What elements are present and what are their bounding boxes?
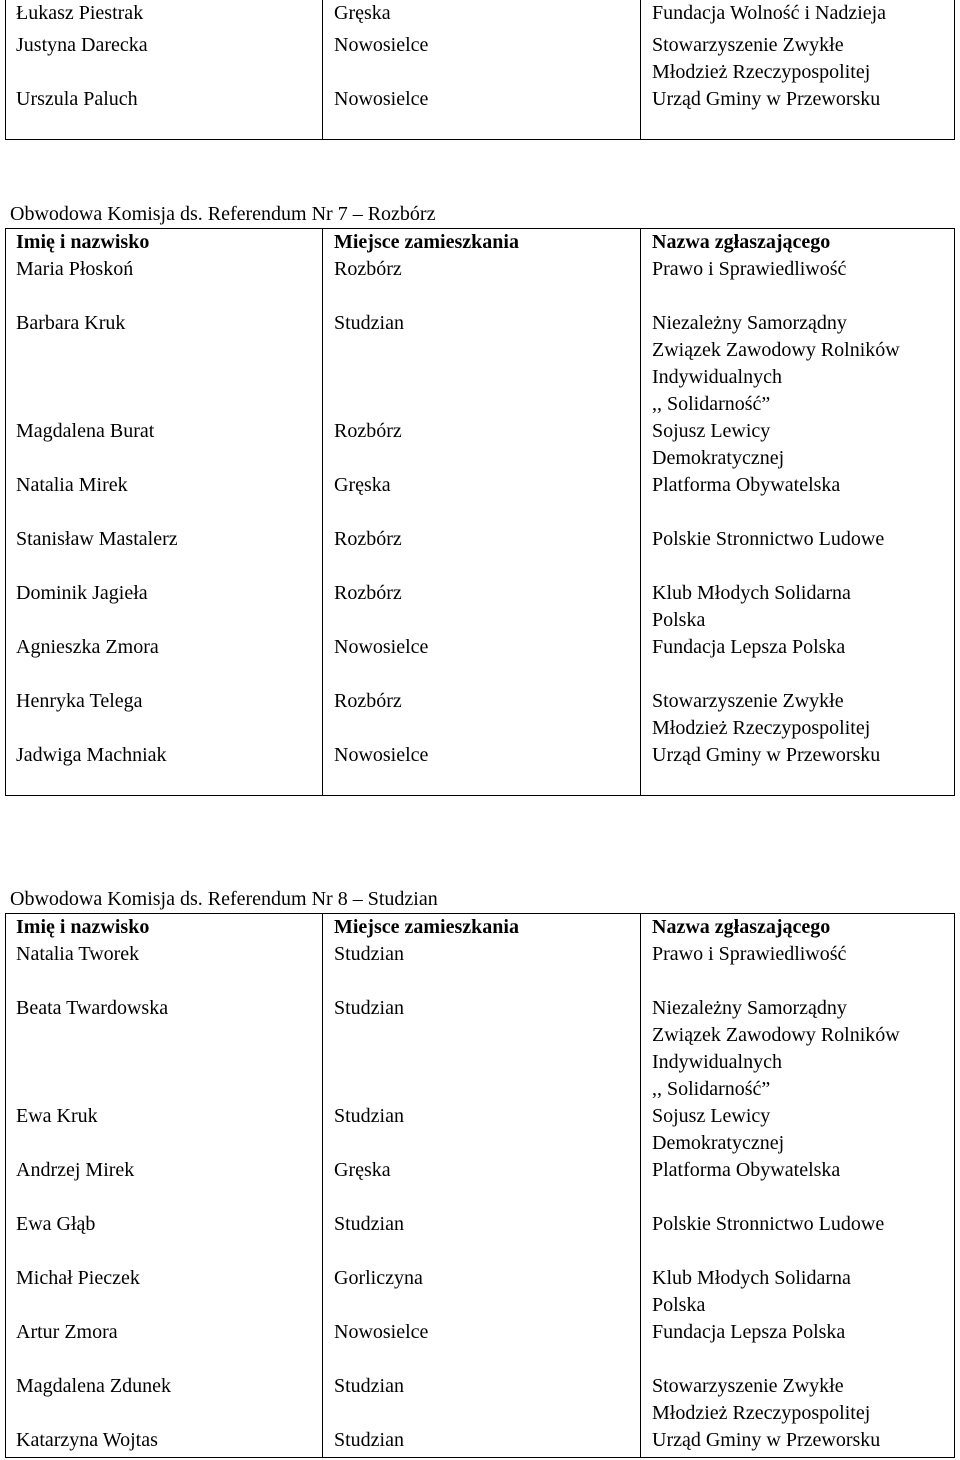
cell-name: Ewa Głąb <box>16 1213 96 1235</box>
cell-residence: Rozbórz <box>334 528 402 550</box>
header-residence: Miejsce zamieszkania <box>334 231 519 253</box>
cell-nominator: Urząd Gminy w Przeworsku <box>652 744 881 766</box>
table-row <box>6 1103 954 1157</box>
cell-name: Dominik Jagieła <box>16 582 148 604</box>
table-section8-rows <box>6 941 954 1459</box>
header-name: Imię i nazwisko <box>16 916 150 938</box>
cell-nominator: Stowarzyszenie Zwykłe Młodzież Rzeczypospolitej <box>652 1375 871 1424</box>
cell-name: Natalia Tworek <box>16 943 140 965</box>
section7-title: Obwodowa Komisja ds. Referendum Nr 7 – Rozbórz <box>10 203 436 225</box>
cell-nominator: Niezależny Samorządny Związek Zawodowy Rolników Indywidualnych ,, Solidarność” <box>652 312 900 415</box>
cell-nominator: Prawo i Sprawiedliwość <box>652 943 847 965</box>
cell-residence: Studzian <box>334 1429 404 1451</box>
cell-nominator: Sojusz Lewicy Demokratycznej <box>652 420 785 469</box>
table-top <box>5 0 955 140</box>
cell-name: Natalia Mirek <box>16 474 128 496</box>
table-section7 <box>5 228 955 796</box>
table-header <box>6 229 954 256</box>
cell-name: Ewa Kruk <box>16 1105 98 1127</box>
cell-residence: Nowosielce <box>334 636 429 658</box>
cell-name: Henryka Telega <box>16 690 143 712</box>
cell-residence: Studzian <box>334 312 404 334</box>
cell-residence: Rozbórz <box>334 690 402 712</box>
cell-name: Michał Pieczek <box>16 1267 140 1289</box>
table-row <box>6 86 954 140</box>
cell-residence: Studzian <box>334 1213 404 1235</box>
cell-residence: Rozbórz <box>334 420 402 442</box>
cell-nominator: Sojusz Lewicy Demokratycznej <box>652 1105 785 1154</box>
cell-residence: Rozbórz <box>334 582 402 604</box>
table-row <box>6 1427 954 1459</box>
cell-name: Artur Zmora <box>16 1321 118 1343</box>
cell-name: Maria Płoskoń <box>16 258 134 280</box>
cell-nominator: Urząd Gminy w Przeworsku <box>652 88 881 110</box>
table-row <box>6 256 954 310</box>
table-row <box>6 634 954 688</box>
table-row <box>6 688 954 742</box>
cell-residence: Nowosielce <box>334 1321 429 1343</box>
cell-nominator: Stowarzyszenie Zwykłe Młodzież Rzeczypospolitej <box>652 34 871 83</box>
header-nominator: Nazwa zgłaszającego <box>652 916 831 938</box>
cell-residence: Gorliczyna <box>334 1267 423 1289</box>
table-section8 <box>5 913 955 1458</box>
table-row <box>6 418 954 472</box>
cell-residence: Gręska <box>334 474 391 496</box>
cell-nominator: Urząd Gminy w Przeworsku <box>652 1429 881 1451</box>
header-residence: Miejsce zamieszkania <box>334 916 519 938</box>
cell-nominator: Klub Młodych Solidarna Polska <box>652 582 851 631</box>
table-row <box>6 995 954 1103</box>
cell-nominator: Fundacja Wolność i Nadzieja <box>652 2 887 24</box>
table-row <box>6 1265 954 1319</box>
cell-name: Justyna Darecka <box>16 34 148 56</box>
cell-residence: Nowosielce <box>334 34 429 56</box>
cell-residence: Rozbórz <box>334 258 402 280</box>
cell-residence: Studzian <box>334 1105 404 1127</box>
header-nominator: Nazwa zgłaszającego <box>652 231 831 253</box>
cell-name: Magdalena Zdunek <box>16 1375 171 1397</box>
cell-name: Andrzej Mirek <box>16 1159 135 1181</box>
table-row <box>6 1319 954 1373</box>
header-name: Imię i nazwisko <box>16 231 150 253</box>
table-top-rows <box>6 0 954 140</box>
table-row <box>6 580 954 634</box>
table-row <box>6 0 954 32</box>
cell-residence: Nowosielce <box>334 88 429 110</box>
cell-name: Łukasz Piestrak <box>16 2 144 24</box>
cell-nominator: Platforma Obywatelska <box>652 1159 841 1181</box>
cell-name: Stanisław Mastalerz <box>16 528 178 550</box>
cell-name: Barbara Kruk <box>16 312 126 334</box>
cell-nominator: Prawo i Sprawiedliwość <box>652 258 847 280</box>
cell-nominator: Polskie Stronnictwo Ludowe <box>652 1213 885 1235</box>
table-row <box>6 310 954 418</box>
cell-name: Urszula Paluch <box>16 88 138 110</box>
cell-name: Magdalena Burat <box>16 420 155 442</box>
table-row <box>6 526 954 580</box>
cell-name: Agnieszka Zmora <box>16 636 159 658</box>
table-row <box>6 32 954 86</box>
cell-nominator: Fundacja Lepsza Polska <box>652 636 846 658</box>
cell-residence: Studzian <box>334 997 404 1019</box>
table-row <box>6 742 954 797</box>
table-row <box>6 1373 954 1427</box>
cell-residence: Studzian <box>334 1375 404 1397</box>
cell-name: Katarzyna Wojtas <box>16 1429 158 1451</box>
cell-residence: Studzian <box>334 943 404 965</box>
cell-residence: Nowosielce <box>334 744 429 766</box>
cell-name: Beata Twardowska <box>16 997 169 1019</box>
table-section7-rows <box>6 256 954 797</box>
cell-name: Jadwiga Machniak <box>16 744 167 766</box>
table-row <box>6 941 954 995</box>
cell-nominator: Niezależny Samorządny Związek Zawodowy Rolników Indywidualnych ,, Solidarność” <box>652 997 900 1100</box>
cell-nominator: Stowarzyszenie Zwykłe Młodzież Rzeczypospolitej <box>652 690 871 739</box>
cell-residence: Gręska <box>334 2 391 24</box>
cell-residence: Gręska <box>334 1159 391 1181</box>
cell-nominator: Fundacja Lepsza Polska <box>652 1321 846 1343</box>
cell-nominator: Klub Młodych Solidarna Polska <box>652 1267 851 1316</box>
table-row <box>6 1157 954 1211</box>
table-header <box>6 914 954 941</box>
section8-title: Obwodowa Komisja ds. Referendum Nr 8 – Studzian <box>10 888 438 910</box>
cell-nominator: Platforma Obywatelska <box>652 474 841 496</box>
table-row <box>6 1211 954 1265</box>
table-row <box>6 472 954 526</box>
cell-nominator: Polskie Stronnictwo Ludowe <box>652 528 885 550</box>
